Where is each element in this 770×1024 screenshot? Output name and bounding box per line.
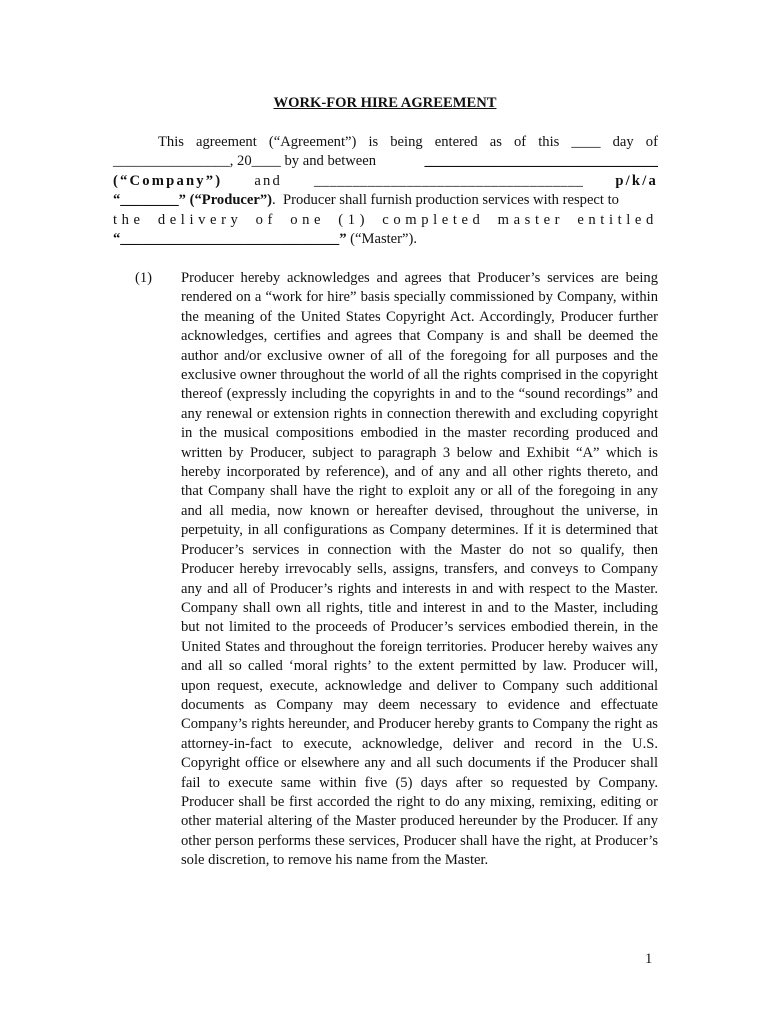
intro-word: is [368,134,379,150]
company-name-blank: ________________________________ [424,153,658,170]
intro-word: and [254,172,282,189]
pka-label: p/k/a [615,172,658,189]
intro-word: (“Agreement”) [268,134,357,150]
intro-word: being [390,134,423,150]
day-blank: ____ [571,134,601,150]
producer-name-blank: ___________________________________ [313,172,584,189]
intro-word: of [645,134,658,150]
clause-text: Producer hereby acknowledges and agrees that Producer’s services are being rendered on a “work for hire” basis specially commissioned by Company, within the meaning of the United States Copyright Act. Accordingly, Producer further acknowledges, certifies and agrees that Company is and shall be deemed the author and/or exclusive owner of all of the foregoing for all purposes and the exclusive owner throughout the world of all the rights comprised in the copyright thereof (expressly including the copyrights in and to the “sound recordings” and any renewal or extension rights in connection therewith and excluding copyright in the musical compositions embodied in the master recording produced and written by Producer, subject to paragraph 3 below and Exhibit “A” which is hereby incorporated by reference), and of any and all other rights thereto, and that Company shall have the right to exploit any or all of the foregoing in any and all media, now known or hereafter devised, throughout the universe, in perpetuity, in all configurations as Company determines. If it is determined that Producer’s services in connection with the Master do not so qualify, then Producer hereby irrevocably sells, assigns, transfers, and conveys to Company any and all of Producer’s rights and interests in and with respect to the Master. Company shall own all rights, title and interest in and to the Master, including but not limited to the proceeds of Producer’s services embodied therein, in the United States and throughout the foreign territories. Producer hereby waives any and all so called ‘moral rights’ to the extent permitted by law. Producer will, upon request, execute, acknowledge and deliver to Company such additional documents as Company may deem necessary to evidence and effectuate Company’s rights hereunder, and Producer hereby grants to Company the right as attorney-in-fact to execute, acknowledge, deliver and record in the U.S. Copyright office or elsewhere any and all such documents if the Producer shall fail to execute same within five (5) days after so requested by Company. Producer shall be first accorded the right to do any mixing, remixing, editing or other material altering of the Master produced hereunder by the Producer. If any other person performs these services, Producer shall have the right, at Producer’s sole discretion, to remove his name from the Master. [181,270,658,869]
intro-text: . Producer shall furnish production services with respect to [272,192,619,209]
intro-word: entitled [577,211,658,228]
page-number: 1 [645,951,653,967]
intro-word: one [290,211,326,228]
intro-word: this [538,134,560,150]
intro-word: (1) [338,211,370,228]
intro-word: day [612,134,634,150]
company-defined-term: (“Company”) [113,172,223,189]
intro-word: as [489,134,502,150]
intro-line-1 [113,133,658,152]
intro-word: This [158,134,184,150]
intro-word: master [497,211,565,228]
intro-line-3 [113,172,658,191]
intro-word: completed [382,211,485,228]
producer-defined-term: “________” (“Producer”) [113,192,273,209]
intro-word: agreement [196,134,257,150]
intro-word: entered [434,134,478,150]
intro-line-6 [113,230,658,249]
intro-word: of [255,211,277,228]
intro-line-4 [113,191,658,210]
intro-word: delivery [157,211,243,228]
document-title: WORK-FOR HIRE AGREEMENT [273,95,497,111]
date-blank: ________________, 20____ by and between [113,153,377,170]
intro-word: the [113,211,145,228]
intro-word: of [513,134,527,150]
clause-number: (1) [135,270,153,286]
intro-line-5 [113,211,658,230]
master-title-blank: “______________________________” [113,230,347,247]
intro-line-2 [113,152,658,171]
intro-paragraph [113,133,658,249]
master-defined-term: (“Master”). [346,230,417,247]
